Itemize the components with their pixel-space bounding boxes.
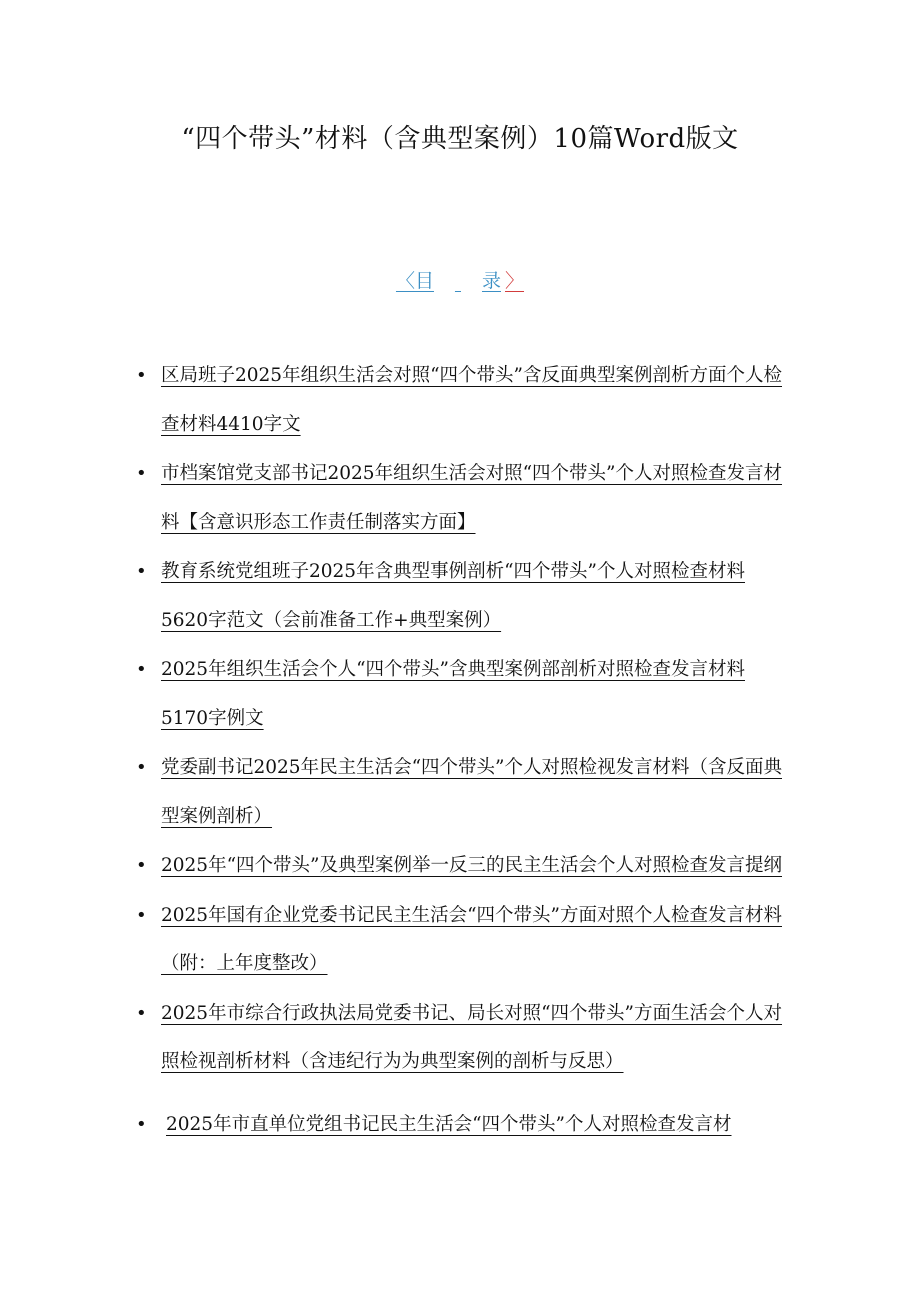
toc-heading-close: 录 bbox=[481, 270, 501, 292]
toc-heading-gap bbox=[436, 270, 480, 292]
toc-item-7[interactable] bbox=[0, 892, 789, 989]
toc-item-link[interactable]: 党委副书记2025年民主生活会“四个带头”个人对照检视发言材料（含反面典型案例剖析） bbox=[161, 757, 782, 827]
toc-item-link[interactable]: 2025年市综合行政执法局党委书记、局长对照“四个带头”方面生活会个人对照检视剖析材料（含违纪行为为典型案例的剖析与反思） bbox=[161, 1002, 782, 1072]
bullet-icon: • bbox=[136, 757, 147, 778]
bullet-icon: • bbox=[136, 855, 147, 876]
toc-item-link[interactable]: 区局班子2025年组织生活会对照“四个带头”含反面典型案例剖析方面个人检查材料4410字文 bbox=[161, 365, 782, 435]
toc-item-2[interactable] bbox=[0, 450, 789, 547]
toc-item-link[interactable]: 2025年“四个带头”及典型案例举一反三的民主生活会个人对照检查发言提纲 bbox=[161, 855, 782, 876]
bullet-icon: • bbox=[136, 659, 147, 680]
bullet-icon: • bbox=[136, 904, 147, 926]
toc-heading-open: 〈目 bbox=[395, 270, 434, 292]
bullet-icon: • bbox=[136, 365, 147, 386]
document-title: “四个带头”材料（含典型案例）10篇Word版文 bbox=[181, 124, 739, 154]
bullet-icon: • bbox=[136, 463, 147, 484]
toc-item-9[interactable] bbox=[0, 1101, 792, 1150]
bullet-icon: • bbox=[136, 1113, 147, 1135]
toc-list bbox=[0, 352, 920, 1150]
toc-item-link[interactable]: 2025年国有企业党委书记民主生活会“四个带头”方面对照个人检查发言材料（附：上年度整改） bbox=[161, 904, 782, 974]
toc-item-5[interactable] bbox=[0, 744, 789, 841]
bullet-icon: • bbox=[136, 1002, 147, 1024]
toc-item-6[interactable] bbox=[0, 842, 789, 891]
toc-item-link[interactable]: 教育系统党组班子2025年含典型事例剖析“四个带头”个人对照检查材料5620字范文（会前准备工作+典型案例） bbox=[161, 561, 745, 631]
toc-heading-bracket: 〉 bbox=[505, 270, 525, 292]
toc-item-3[interactable] bbox=[0, 548, 789, 645]
toc-heading[interactable] bbox=[0, 266, 920, 293]
toc-item-link[interactable]: 2025年组织生活会个人“四个带头”含典型案例部剖析对照检查发言材料5170字例文 bbox=[161, 659, 745, 729]
toc-item-link[interactable]: 市档案馆党支部书记2025年组织生活会对照“四个带头”个人对照检查发言材料【含意识形态工作责任制落实方面】 bbox=[161, 463, 782, 533]
toc-item-1[interactable] bbox=[0, 352, 789, 449]
toc-item-link[interactable]: 2025年市直单位党组书记民主生活会“四个带头”个人对照检查发言材 bbox=[166, 1113, 732, 1135]
toc-item-4[interactable] bbox=[0, 646, 789, 743]
toc-item-8[interactable] bbox=[0, 990, 789, 1087]
bullet-icon: • bbox=[136, 561, 147, 582]
